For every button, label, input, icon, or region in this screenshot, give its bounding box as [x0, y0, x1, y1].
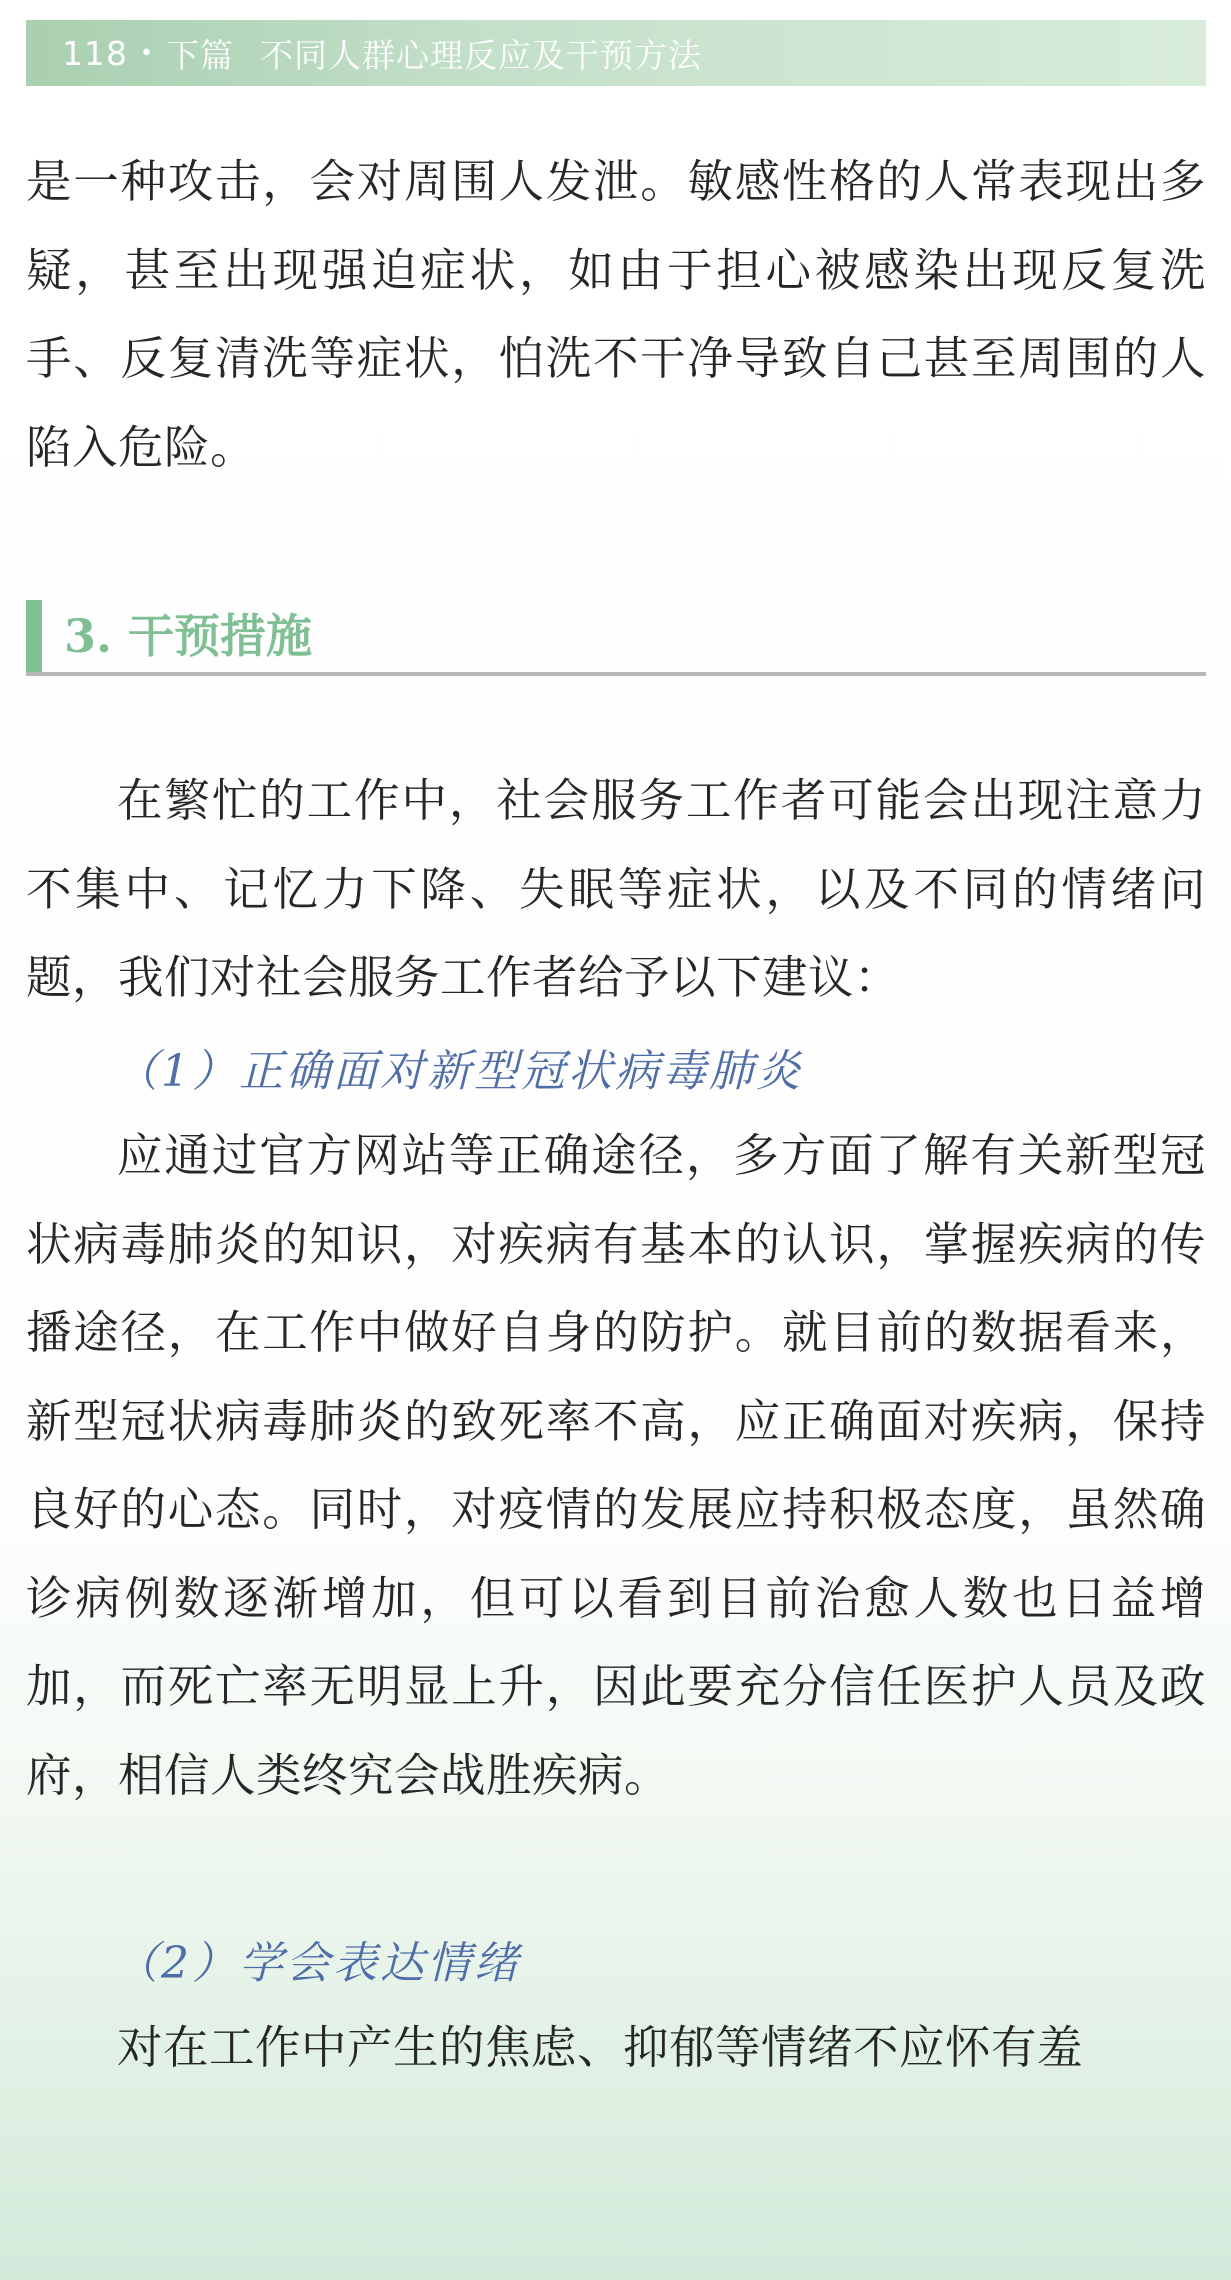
paragraph-advice-2: 对在工作中产生的焦虑、抑郁等情绪不应怀有羞: [117, 2021, 1084, 2074]
paragraph-advice-1: 应通过官方网站等正确途径，多方面了解有关新型冠状病毒肺炎的知识，对疾病有基本的认识，掌握疾病的传播途径，在工作中做好自身的防护。就目前的数据看来，新型冠状病毒肺炎的致死率不高，应正确面对疾病，保持良好的心态。同时，对疫情的发展应持积极态度，虽然确诊病例数逐渐增加，但可以看到目前治愈人数也日益增加，而死亡率无明显上升，因此要充分信任医护人员及政府，相信人类终究会战胜疾病。: [26, 1129, 1206, 1802]
section-heading: [26, 600, 1206, 678]
section-accent-bar: [26, 600, 42, 672]
header-separator-dot: •: [140, 40, 154, 66]
page-number: 118: [62, 33, 128, 73]
subheading-1: （1）正确面对新型冠状病毒肺炎: [114, 1046, 803, 1097]
section-title: 3. 干预措施: [64, 609, 313, 663]
running-header: [26, 20, 1206, 86]
header-part-label: 下篇: [165, 35, 234, 75]
subheading-2: （2）学会表达情绪: [114, 1938, 521, 1989]
header-chapter-title: 不同人群心理反应及干预方法: [259, 35, 702, 75]
paragraph-intro: 在繁忙的工作中，社会服务工作者可能会出现注意力不集中、记忆力下降、失眠等症状，以及不同的情绪问题，我们对社会服务工作者给予以下建议：: [26, 774, 1206, 1004]
section-divider: [26, 672, 1206, 676]
paragraph-continued: 是一种攻击，会对周围人发泄。敏感性格的人常表现出多疑，甚至出现强迫症状，如由于担心被感染出现反复洗手、反复清洗等症状，怕洗不干净导致自己甚至周围的人陷入危险。: [26, 155, 1206, 474]
